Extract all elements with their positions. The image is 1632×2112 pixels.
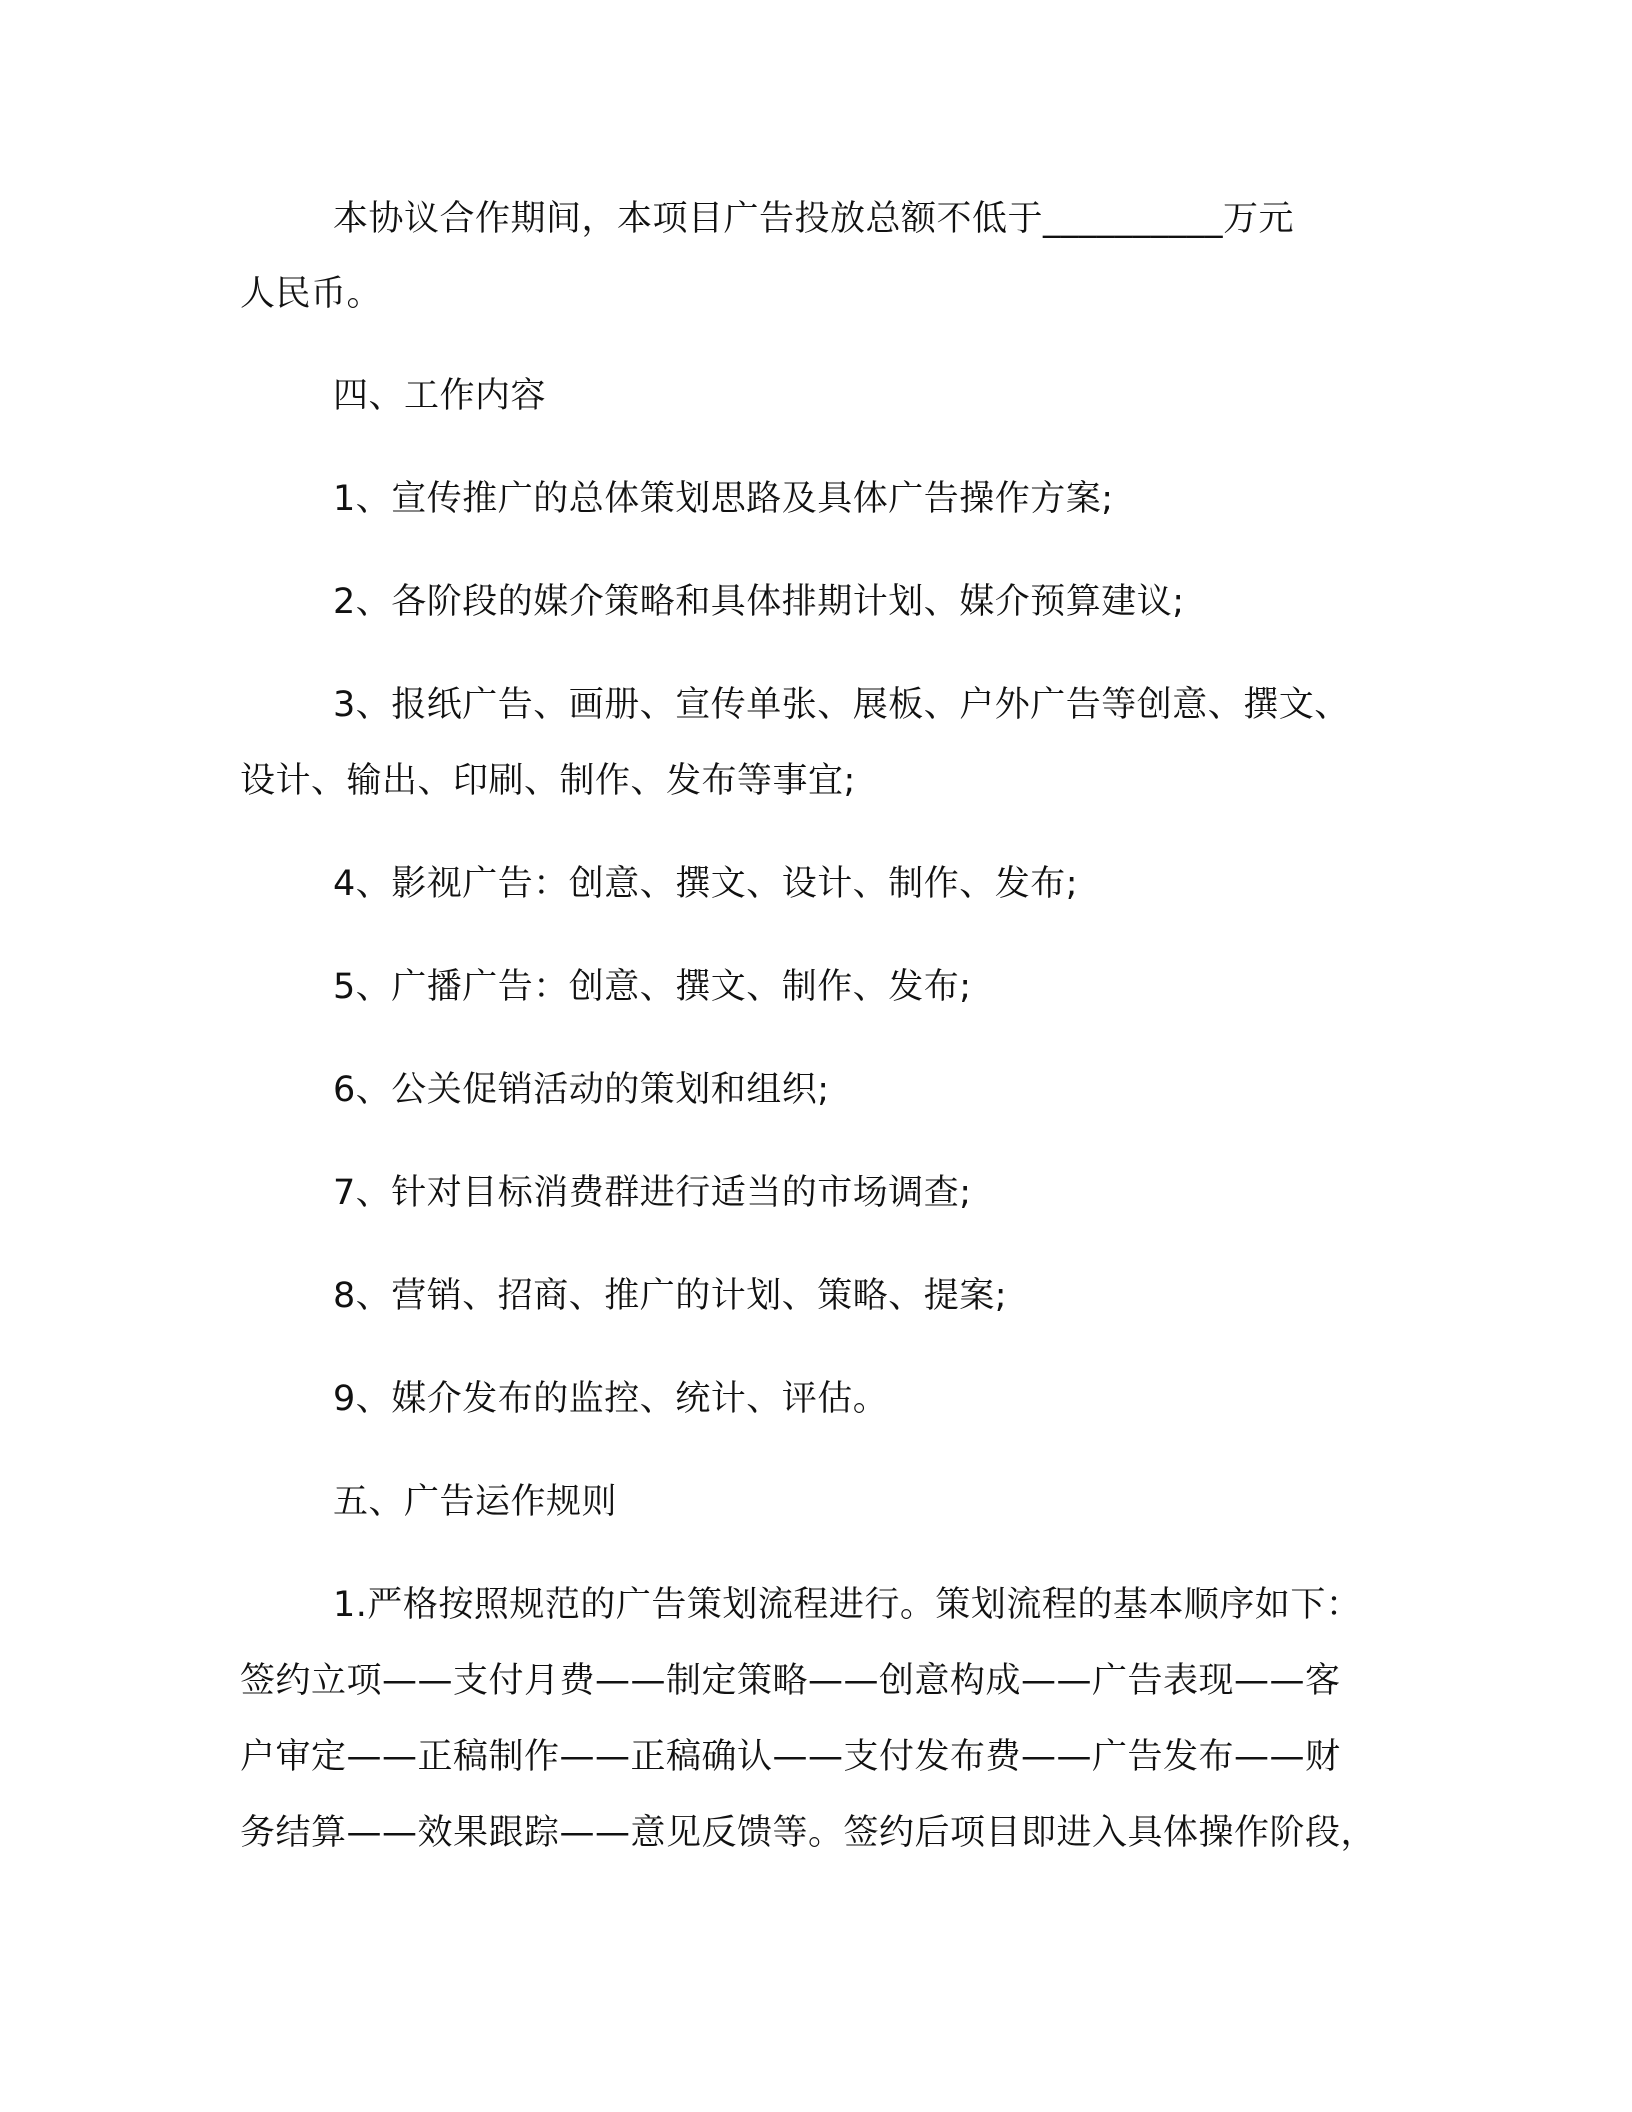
rule-1-line-1: 1.严格按照规范的广告策划流程进行。策划流程的基本顺序如下： <box>333 1585 1362 1625</box>
intro-paragraph-line-2: 人民币。 <box>240 274 383 314</box>
intro-paragraph-line-1: 本协议合作期间，本项目广告投放总额不低于__________万元 <box>333 199 1295 239</box>
work-item-3: 3、报纸广告、画册、宣传单张、展板、户外广告等创意、撰文、 <box>333 685 1350 725</box>
section-5-heading: 五、广告运作规则 <box>333 1482 618 1522</box>
work-item-7: 7、针对目标消费群进行适当的市场调查; <box>333 1173 972 1213</box>
work-item-1: 1、宣传推广的总体策划思路及具体广告操作方案; <box>333 479 1114 519</box>
work-item-4: 4、影视广告：创意、撰文、设计、制作、发布; <box>333 864 1079 904</box>
work-item-9: 9、媒介发布的监控、统计、评估。 <box>333 1379 889 1419</box>
rule-1-line-2: 签约立项——支付月费——制定策略——创意构成——广告表现——客 <box>240 1661 1341 1701</box>
work-item-8: 8、营销、招商、推广的计划、策略、提案; <box>333 1276 1008 1316</box>
work-item-2: 2、各阶段的媒介策略和具体排期计划、媒介预算建议; <box>333 582 1185 622</box>
rule-1-line-3: 户审定——正稿制作——正稿确认——支付发布费——广告发布——财 <box>240 1737 1341 1777</box>
work-item-5: 5、广播广告：创意、撰文、制作、发布; <box>333 967 972 1007</box>
work-item-6: 6、公关促销活动的策划和组织; <box>333 1070 830 1110</box>
work-item-3-continued: 设计、输出、印刷、制作、发布等事宜; <box>240 761 856 801</box>
rule-1-line-4: 务结算——效果跟踪——意见反馈等。签约后项目即进入具体操作阶段， <box>240 1813 1377 1853</box>
section-4-heading: 四、工作内容 <box>333 376 547 416</box>
